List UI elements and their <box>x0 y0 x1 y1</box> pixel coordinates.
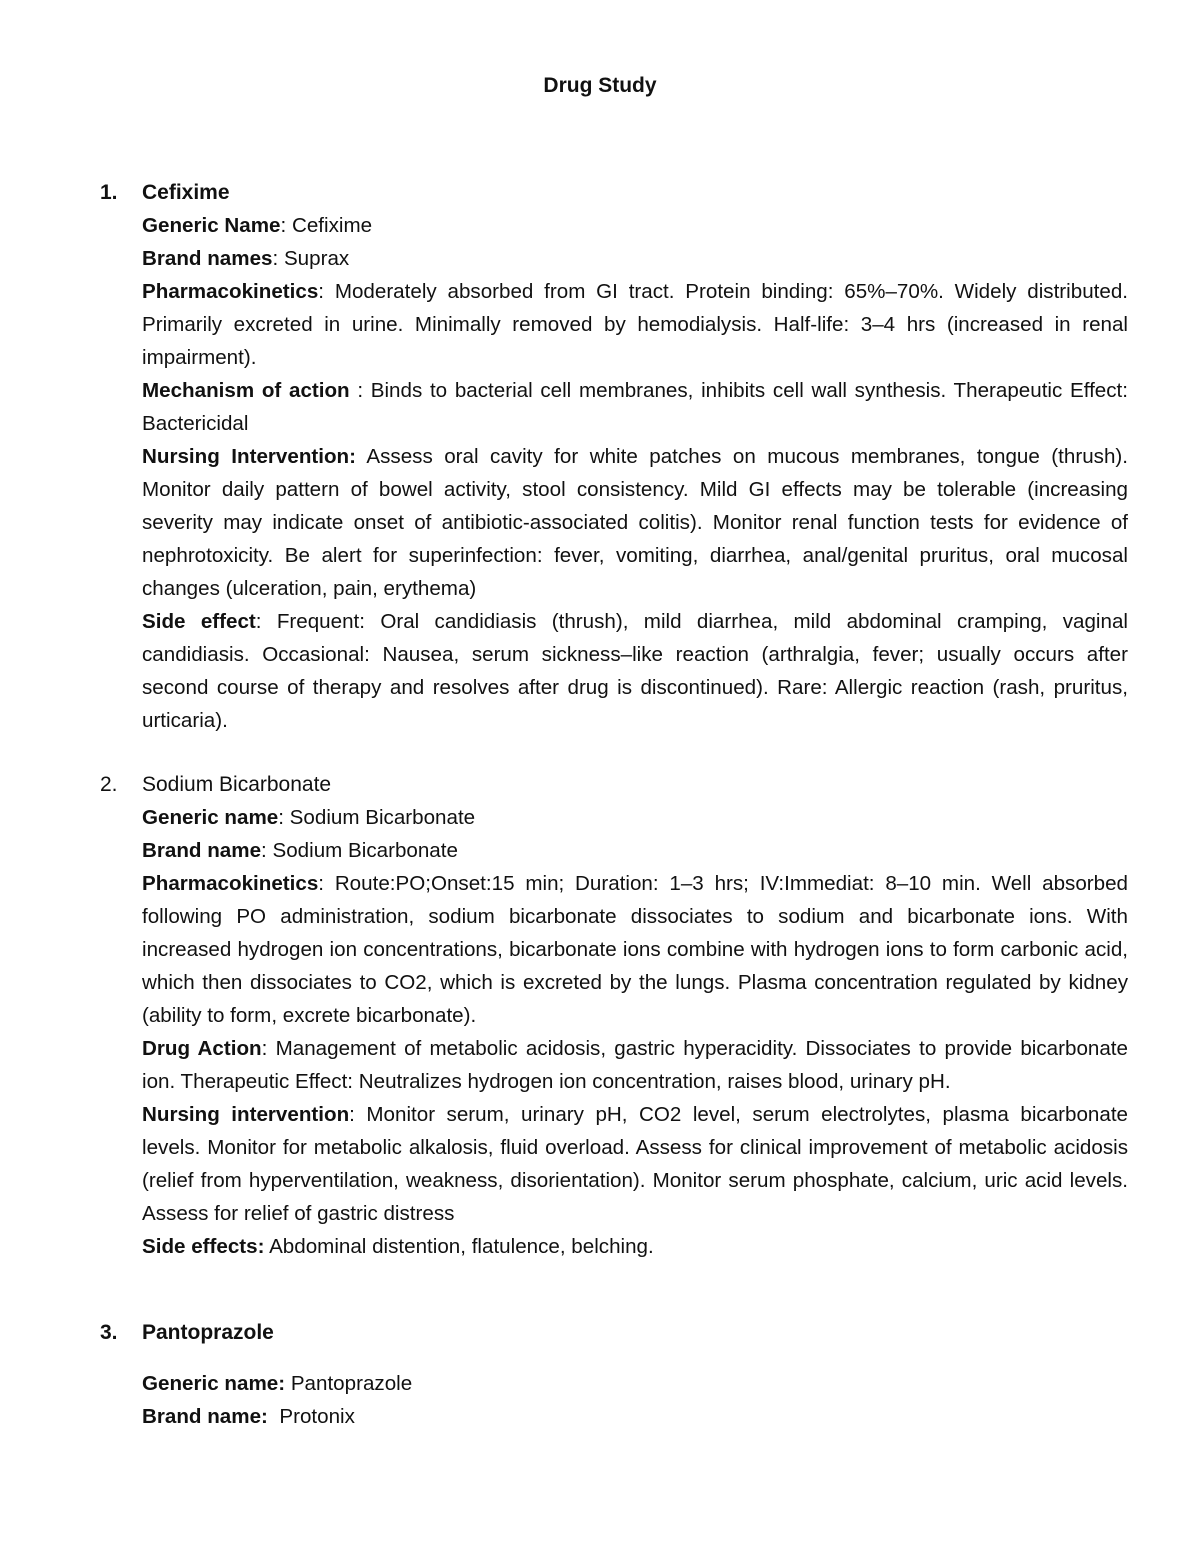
drug-action-field <box>142 1032 1128 1098</box>
brand-name-field <box>142 834 1128 867</box>
brand-name-field <box>142 1400 1128 1433</box>
field-value: Abdominal distention, flatulence, belching. <box>269 1235 654 1258</box>
field-label: Generic name <box>142 806 279 829</box>
mechanism-field <box>142 374 1128 440</box>
field-label: Nursing intervention <box>142 1103 350 1126</box>
field-separator: : <box>318 280 335 303</box>
document-title: Drug Study <box>543 74 657 97</box>
pharmacokinetics-field <box>142 867 1128 1032</box>
generic-name-field <box>142 801 1128 834</box>
list-number: 1. <box>100 181 118 204</box>
field-separator: : <box>261 1037 276 1060</box>
field-separator: : <box>349 379 371 402</box>
side-effect-field <box>142 605 1128 737</box>
field-value: Sodium Bicarbonate <box>289 806 476 829</box>
spacer <box>142 1349 1128 1367</box>
side-effects-field <box>142 1230 1128 1263</box>
generic-name-field <box>142 1367 1128 1400</box>
field-value: Assess oral cavity for white patches on mucous membranes, tongue (thrush). Monitor daily pattern of bowel activity, stool consistency. Mild GI effects may be tolerable (increasing severity may indicate onset of antibiotic-associated colitis). Monitor renal function tests for evidence of nephrotoxicity. Be alert for superinfection: fever, vomiting, diarrhea, anal/genital pruritus, oral mucosal changes (ulceration, pain, erythema) <box>142 445 1128 600</box>
field-value: Cefixime <box>291 214 373 237</box>
field-label: Side effect <box>142 610 256 633</box>
drug-name: Cefixime <box>142 181 230 204</box>
field-separator: : <box>255 610 277 633</box>
drug-name: Pantoprazole <box>142 1321 274 1344</box>
drug-body <box>142 768 1128 1263</box>
field-label: Generic Name <box>142 214 281 237</box>
field-label: Mechanism of action <box>142 379 350 402</box>
field-separator: : <box>318 872 335 895</box>
nursing-intervention-field <box>142 440 1128 605</box>
field-value: Protonix <box>279 1405 355 1428</box>
field-label: Drug Action <box>142 1037 262 1060</box>
field-value: Pantoprazole <box>290 1372 413 1395</box>
nursing-intervention-field <box>142 1098 1128 1230</box>
generic-name-field <box>142 209 1128 242</box>
field-separator: : <box>261 839 273 862</box>
field-value: Suprax <box>283 247 350 270</box>
field-separator: : <box>280 214 292 237</box>
field-value: Route:PO;Onset:15 min; Duration: 1–3 hrs; IV:Immediat: 8–10 min. Well absorbed following PO administration, sodium bicarbonate dissociates to sodium and bicarbonate ions. With increased hydrogen ion concentrations, bicarbonate ions combine with hydrogen ions to form carbonic acid, which then dissociates to CO2, which is excreted by the lungs. Plasma concentration regulated by kidney (ability to form, excrete bicarbonate). <box>142 872 1128 1027</box>
field-value: Moderately absorbed from GI tract. Protein binding: 65%–70%. Widely distributed. Primarily excreted in urine. Minimally removed by hemodialysis. Half-life: 3–4 hrs (increased in renal impairment). <box>142 280 1128 369</box>
list-number: 2. <box>100 773 118 796</box>
field-value: Management of metabolic acidosis, gastric hyperacidity. Dissociates to provide bicarbonate ion. Therapeutic Effect: Neutralizes hydrogen ion concentration, raises blood, urinary pH. <box>142 1037 1128 1093</box>
field-label: Brand names <box>142 247 273 270</box>
field-label: Pharmacokinetics <box>142 280 319 303</box>
field-label: Brand name: <box>142 1405 268 1428</box>
drug-body <box>142 176 1128 737</box>
field-label: Brand name <box>142 839 262 862</box>
list-number: 3. <box>100 1321 118 1344</box>
field-label: Pharmacokinetics <box>142 872 319 895</box>
field-separator: : <box>272 247 284 270</box>
pharmacokinetics-field <box>142 275 1128 374</box>
field-label: Nursing Intervention: <box>142 445 356 468</box>
field-label: Generic name: <box>142 1372 286 1395</box>
field-value: Sodium Bicarbonate <box>272 839 458 862</box>
field-value: Monitor serum, urinary pH, CO2 level, serum electrolytes, plasma bicarbonate levels. Monitor for metabolic alkalosis, fluid overload. Assess for clinical improvement of metabolic acidosis (relief from hyperventilation, weakness, disorientation). Monitor serum phosphate, calcium, uric acid levels. Assess for relief of gastric distress <box>142 1103 1129 1225</box>
field-separator: : <box>349 1103 367 1126</box>
field-label: Side effects: <box>142 1235 265 1258</box>
drug-body <box>142 1316 1128 1433</box>
field-separator: : <box>278 806 290 829</box>
field-value: Binds to bacterial cell membranes, inhibits cell wall synthesis. Therapeutic Effect: Bactericidal <box>142 379 1128 435</box>
drug-name: Sodium Bicarbonate <box>142 773 332 796</box>
field-value: Frequent: Oral candidiasis (thrush), mild diarrhea, mild abdominal cramping, vaginal candidiasis. Occasional: Nausea, serum sickness–like reaction (arthralgia, fever; usually occurs after second course of therapy and resolves after drug is discontinued). Rare: Allergic reaction (rash, pruritus, urticaria). <box>142 610 1128 732</box>
brand-name-field <box>142 242 1128 275</box>
field-separator <box>268 1405 279 1428</box>
field-separator <box>356 445 366 468</box>
